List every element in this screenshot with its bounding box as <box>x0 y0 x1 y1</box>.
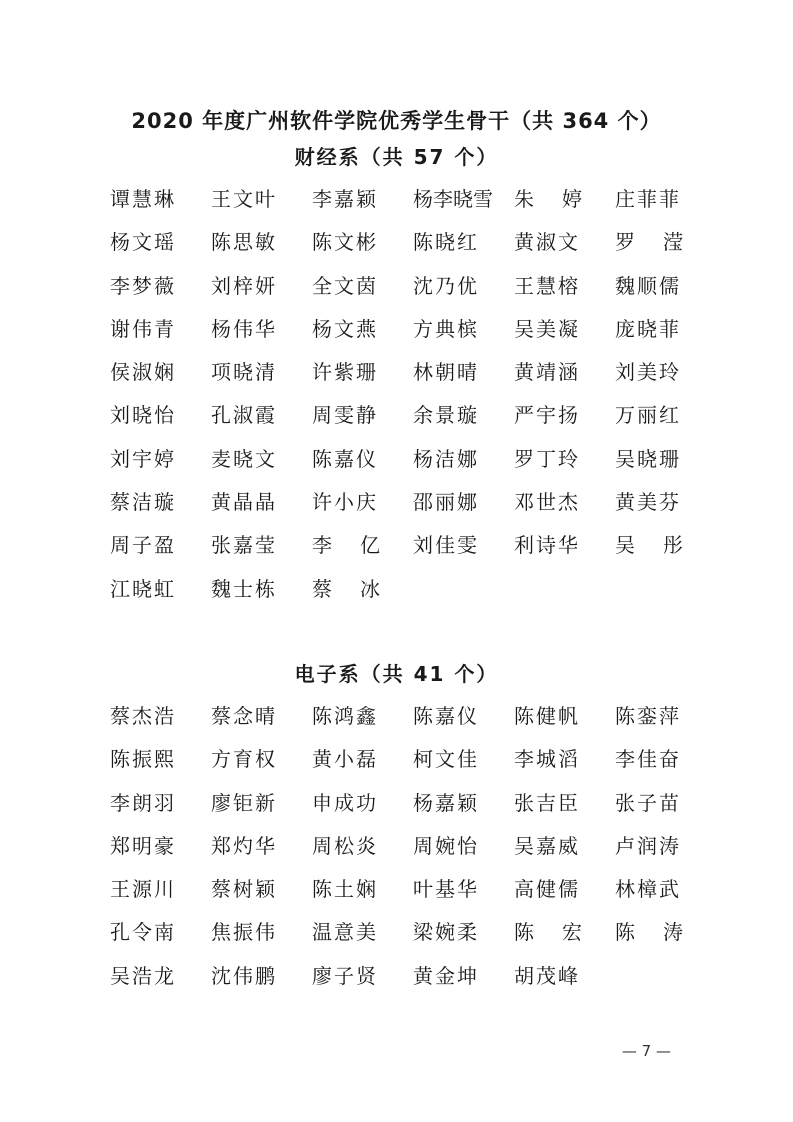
name-entry: 陈 振 熙 <box>110 747 174 772</box>
name-entry: 杨 文 瑶 <box>110 230 174 255</box>
name-entry: 叶 基 华 <box>413 877 477 902</box>
name-entry: 申 成 功 <box>312 790 376 815</box>
name-entry: 方 育 权 <box>211 747 275 772</box>
name-entry: 江 晓 虹 <box>110 576 174 601</box>
name-entry: 朱 婷 <box>514 187 582 211</box>
name-entry: 刘 佳 雯 <box>413 533 477 558</box>
name-entry: 侯 淑 娴 <box>110 360 174 385</box>
name-entry: 林 樟 武 <box>615 877 679 902</box>
name-entry: 陈 涛 <box>615 920 683 945</box>
name-entry: 陈 銮 萍 <box>615 704 679 728</box>
name-entry: 孔 淑 霞 <box>211 403 275 428</box>
name-entry: 杨 文 燕 <box>312 316 376 341</box>
name-entry: 李 城 滔 <box>514 747 578 772</box>
name-entry: 刘 美 玲 <box>615 360 679 385</box>
name-entry: 全 文 茵 <box>312 273 376 298</box>
name-list-electronics <box>110 703 710 1006</box>
name-entry: 庞 晓 菲 <box>615 316 679 341</box>
name-entry: 李 梦 薇 <box>110 273 174 298</box>
name-entry: 李 佳 奋 <box>615 747 679 772</box>
name-entry: 焦 振 伟 <box>211 920 275 945</box>
name-entry: 黄 靖 涵 <box>514 360 578 385</box>
name-entry: 庄 菲 菲 <box>615 187 679 211</box>
name-entry: 黄 小 磊 <box>312 747 376 772</box>
name-entry: 郑 灼 华 <box>211 833 275 858</box>
name-entry: 刘 梓 妍 <box>211 273 275 298</box>
name-entry: 张 嘉 莹 <box>211 533 275 558</box>
name-entry: 杨 伟 华 <box>211 316 275 341</box>
name-entry: 孔 令 南 <box>110 920 174 945</box>
name-entry: 方 典 槟 <box>413 316 477 341</box>
name-entry: 严 宇 扬 <box>514 403 578 428</box>
name-entry: 许 紫 珊 <box>312 360 376 385</box>
document-title: 2020 年度广州软件学院优秀学生骨干（共 364 个） <box>131 109 662 133</box>
name-entry: 张 子 苗 <box>615 790 679 815</box>
name-entry: 罗 滢 <box>615 230 683 255</box>
name-entry: 柯 文 佳 <box>413 747 477 772</box>
name-entry: 罗 丁 玲 <box>514 446 578 471</box>
name-entry: 卢 润 涛 <box>615 833 679 858</box>
name-entry: 许 小 庆 <box>312 490 376 515</box>
name-entry: 胡 茂 峰 <box>514 963 578 988</box>
name-entry: 陈 宏 <box>514 920 582 945</box>
name-entry: 周 雯 静 <box>312 403 376 428</box>
name-entry: 李 嘉 颖 <box>312 187 376 211</box>
name-entry: 王 慧 榕 <box>514 273 578 298</box>
name-entry: 王 文 叶 <box>211 187 275 211</box>
name-entry: 陈 嘉 仪 <box>312 446 376 471</box>
name-entry: 邵 丽 娜 <box>413 490 477 515</box>
name-entry: 陈 土 娴 <box>312 877 376 902</box>
name-entry: 张 吉 臣 <box>514 790 578 815</box>
name-entry: 魏 顺 儒 <box>615 273 679 298</box>
name-entry: 高 健 儒 <box>514 877 578 902</box>
name-entry: 吴 美 凝 <box>514 316 578 341</box>
name-entry: 项 晓 清 <box>211 360 275 385</box>
name-entry: 沈 乃 优 <box>413 273 477 298</box>
name-entry: 陈 健 帆 <box>514 704 578 728</box>
name-entry: 蔡 杰 浩 <box>110 704 174 728</box>
name-entry: 李 朗 羽 <box>110 790 174 815</box>
name-entry: 谭 慧 琳 <box>110 187 174 211</box>
name-entry: 温 意 美 <box>312 920 376 945</box>
name-entry: 周 婉 怡 <box>413 833 477 858</box>
page-number: — 7 — <box>621 1042 671 1060</box>
section-heading-finance: 财经系（共 57 个） <box>294 145 499 169</box>
name-entry: 周 松 炎 <box>312 833 376 858</box>
name-entry: 邓 世 杰 <box>514 490 578 515</box>
name-entry: 王 源 川 <box>110 877 174 902</box>
name-entry: 余 景 璇 <box>413 403 477 428</box>
name-entry: 陈 晓 红 <box>413 230 477 255</box>
name-entry: 陈 思 敏 <box>211 230 275 255</box>
name-entry: 麦 晓 文 <box>211 446 275 471</box>
name-entry: 吴 嘉 威 <box>514 833 578 858</box>
name-entry: 黄 美 芬 <box>615 490 679 515</box>
name-entry: 蔡 树 颖 <box>211 877 275 902</box>
name-entry: 利 诗 华 <box>514 533 578 558</box>
name-entry: 陈 鸿 鑫 <box>312 704 376 728</box>
name-entry: 周 子 盈 <box>110 533 174 558</box>
name-entry: 刘 晓 怡 <box>110 403 174 428</box>
name-entry: 廖 钜 新 <box>211 790 275 815</box>
name-entry: 吴 彤 <box>615 533 683 558</box>
name-entry: 林 朝 晴 <box>413 360 477 385</box>
name-entry: 梁 婉 柔 <box>413 920 477 945</box>
name-entry: 杨 洁 娜 <box>413 446 477 471</box>
name-entry: 黄 晶 晶 <box>211 490 275 515</box>
name-entry: 陈 文 彬 <box>312 230 376 255</box>
name-entry: 廖 子 贤 <box>312 963 376 988</box>
name-entry: 魏 士 栋 <box>211 576 275 601</box>
name-entry: 吴 浩 龙 <box>110 963 174 988</box>
name-entry: 蔡 念 晴 <box>211 704 275 728</box>
name-entry: 蔡 洁 璇 <box>110 490 174 515</box>
name-entry: 黄 金 坤 <box>413 963 477 988</box>
name-list-finance <box>110 186 710 619</box>
name-entry: 陈 嘉 仪 <box>413 704 477 728</box>
name-entry: 吴 晓 珊 <box>615 446 679 471</box>
name-entry: 李 亿 <box>312 533 380 558</box>
section-heading-electronics: 电子系（共 41 个） <box>294 662 499 686</box>
name-entry: 杨 嘉 颖 <box>413 790 477 815</box>
name-entry: 谢 伟 青 <box>110 316 174 341</box>
name-entry: 万 丽 红 <box>615 403 679 428</box>
name-entry: 蔡 冰 <box>312 576 380 601</box>
name-entry: 沈 伟 鹏 <box>211 963 275 988</box>
name-entry: 杨 李 晓 雪 <box>413 187 493 211</box>
name-entry: 刘 宇 婷 <box>110 446 174 471</box>
name-entry: 黄 淑 文 <box>514 230 578 255</box>
name-entry: 郑 明 豪 <box>110 833 174 858</box>
